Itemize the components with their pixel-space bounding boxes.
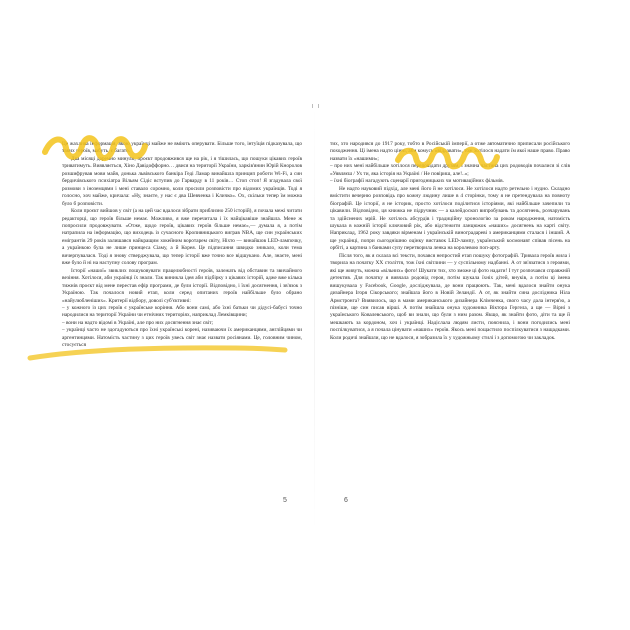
page-number-right: 6 [344, 497, 348, 504]
left-paragraph-6: – вони на надто відомі в Україні, але про них досягнення знає світ; [62, 319, 214, 326]
left-paragraph-4: Історії «нашої» звиклих пошуковувати працелюбності героїв, залежать від обставин та звичайного везіння. Хотілося, аби українці їх знали. Так виникла ідея аби підбірку з цікавих історій, адже вже кілька тижнів проєкт від мене перестав ефір програми, де були історії. Відповідно, і їхні досягнення, і зв'язок з Україною. Так почалося новий етап, коли серед опитаних героїв найбільше було обрано «найулюбленіших». Критерії відбору, доволі суб'єктивні: [62, 267, 302, 304]
left-paragraph-7: – українці часто не здогадуються про їхні українські корені, називаючи їх американцями, англійцями чи аргентинцями. Натомість частину з цих героїв увесь світ знає назвати росіянами. Це, головним чином, стосується [62, 327, 302, 349]
right-paragraph-3: – їхні біографії нагадують сценарії пригодницьких чи мотиваційних фільмів. [330, 178, 504, 185]
left-paragraph-1: Це жахлива інформація, якою українці майже не вміють оперувати. Більше того, інтуїція підказувала, що таких героїв, мабуть, є багато. [62, 141, 302, 155]
right-paragraph-2: – про них мені найбільше хотілося переповідати друзям, і значна частина цих родоводів почалися зі слів «Уявляєш / Ух ти, яка історія на Україні / Не повіриш, але!..»; [330, 163, 570, 177]
left-paragraph-5: – у кожного із цих героїв є українське коріння. Або вони самі, або їхні батьки чи дідусі-бабусі точно народилися на території України чи етнічних територіях, наприклад Лемківщини; [62, 304, 302, 319]
right-paragraph-1: тих, хто народився до 1917 року, тобто в Російській імперії, а отже автоматично приписали російського походження. Ці імена надто цінні, аби комусь «віддавати», тож хотілося надати їм якої наше право. Право назвати їх «нашими»; [330, 141, 570, 162]
right-page [330, 141, 570, 342]
right-paragraph-4: Не надто науковий підхід, але мені його й не хотілося. Не хотілося надто ретельно і нудно. Складно вмістити вечерню розповідь про кожну людину лише в 4 сторінки, тому я не претендувала на повноту біографій. Це історії, я не історик, просто хотілося поділитися історіями, які найбільше зачепили та цікавили. Відповідно, ця книжка не підручник — а калейдоскоп випробувань та досягнень, розчарувань та здійснених мрій. Не хотілось абсурдів і традиційну хронологію за роком народження, натомість шукала в кожній історії ключовий рік, або відстежити ланцюжок «наших» досягнень на карті світу. Наприклад, 1962 року завдяки вірменам і українській виноградареві з американцями сталася і інший. А ще українці, попри сьогоднішню оцінку виставок LED-лампу, український космонавт співав пісень на орбіті, а картина з банками супу перетворила ленка на королевою поп-арту. [330, 185, 570, 252]
gutter-tick-left [312, 104, 313, 108]
right-paragraph-5: Після того, як я склала всі тексти, почався непростий етап пошуку фотографій. Тривала героїв жила і творила на початку XX століття, тож їхні світлини — у суспільному надбанні. А от зв'язатися з героями, які ще живуть, можна «вільних» фото! Шукати тих, хто зможе ці фото надати! І тут розпочався справжній детектив. Для початку я вивчала родовід героя, потім шукала їхніх дітей, внуків, а потім ці імена вишукувала у Facebook, Google, досліджувала, де вони працюють. Так, мені вдалося знайти онука дизайнера Ігоря Сікорського; знайшла його в Новій Зеландії. А от, як знайти сина дослідника Ніла Армстронга? Виявилось, що в мами американського дизайнера Клімченка, свого часу дала інтерв'ю, а пізніше, ще син писав вірші. А потім знайшла онука художника Віктора Гергела, а ще — Вірні з українського Ковалевського, щоб ви знали, що були з ним разом. Якщо, як знайти фото, діти та ще й мешкають за кордоном, хоч і українці. Надіслала людям листи, пояснила, і вони погодились мені поспілкуватися, а я почала цінувати «наших» героїв. Якось мені пощастило поспілкуватися з нащадками. Коли родичі знайшли, що не вдалося, я зобразила їх у художньому стилі і з допомогою чи закладок. [330, 252, 570, 341]
page-number-left: 5 [283, 497, 287, 504]
left-paragraph-3: Коли проєкт вийшов у світ (а на цей час вдалося зібрати приблизно 250 історій), я почала межі читати редакторці, що героїв більше немає. Можливо, я вже перечитала і їх найцікавіше знайшла. Мене ж попросили продовжувати. «Отже, щодо героїв, цікавих героїв більше немає»,— думала я, а потім натрапила на інформацію, що виходець із сучасного Кропивницького виграв NBA, ще син українських емігрантів 29 років залишався найкращим хокейним воротарем світу, Ніхто — винайшов LED-лампочку, а українкою була не лише принцеса Сіаму, а й Корея. Це підписання швидко зникало, коли тема вичерпувалася. Тоді я знову стверджувала, що тепер історії вже точно все відшукано. Але, знаєте, мені вже було й ні на наступну солову програм. [62, 208, 302, 267]
gutter-tick-right [318, 104, 319, 108]
left-paragraph-2: Два місяці даремно минули, проєкт продовжився ще на рік, і я тішилась, що пошуки цікавих героїв триватимуть. Виявляється, Хіно Давідоффорно… двися на території України, харків'янин Юрій Кноролов розшифрував мови майя, донька львівського банкіра Геді Ламар винайшла принцип роботи Wi-Fi, а син бердичівського психіатра Вільям Сідіс вступив до Гарварду в 11 років… Стоп стоп! Я згадувала свої розмови з іноземцями і мені ставало соромно, коли просили розповісти про відомих українців. Тоді я голосно, хоч майже, кричала: «Ну, знаєте, у нас є два Шевченка і Кличко». Ох, скільки тепер їм можна було б розповісти. [62, 155, 302, 207]
spine-fold [314, 104, 315, 534]
left-page [62, 141, 302, 350]
